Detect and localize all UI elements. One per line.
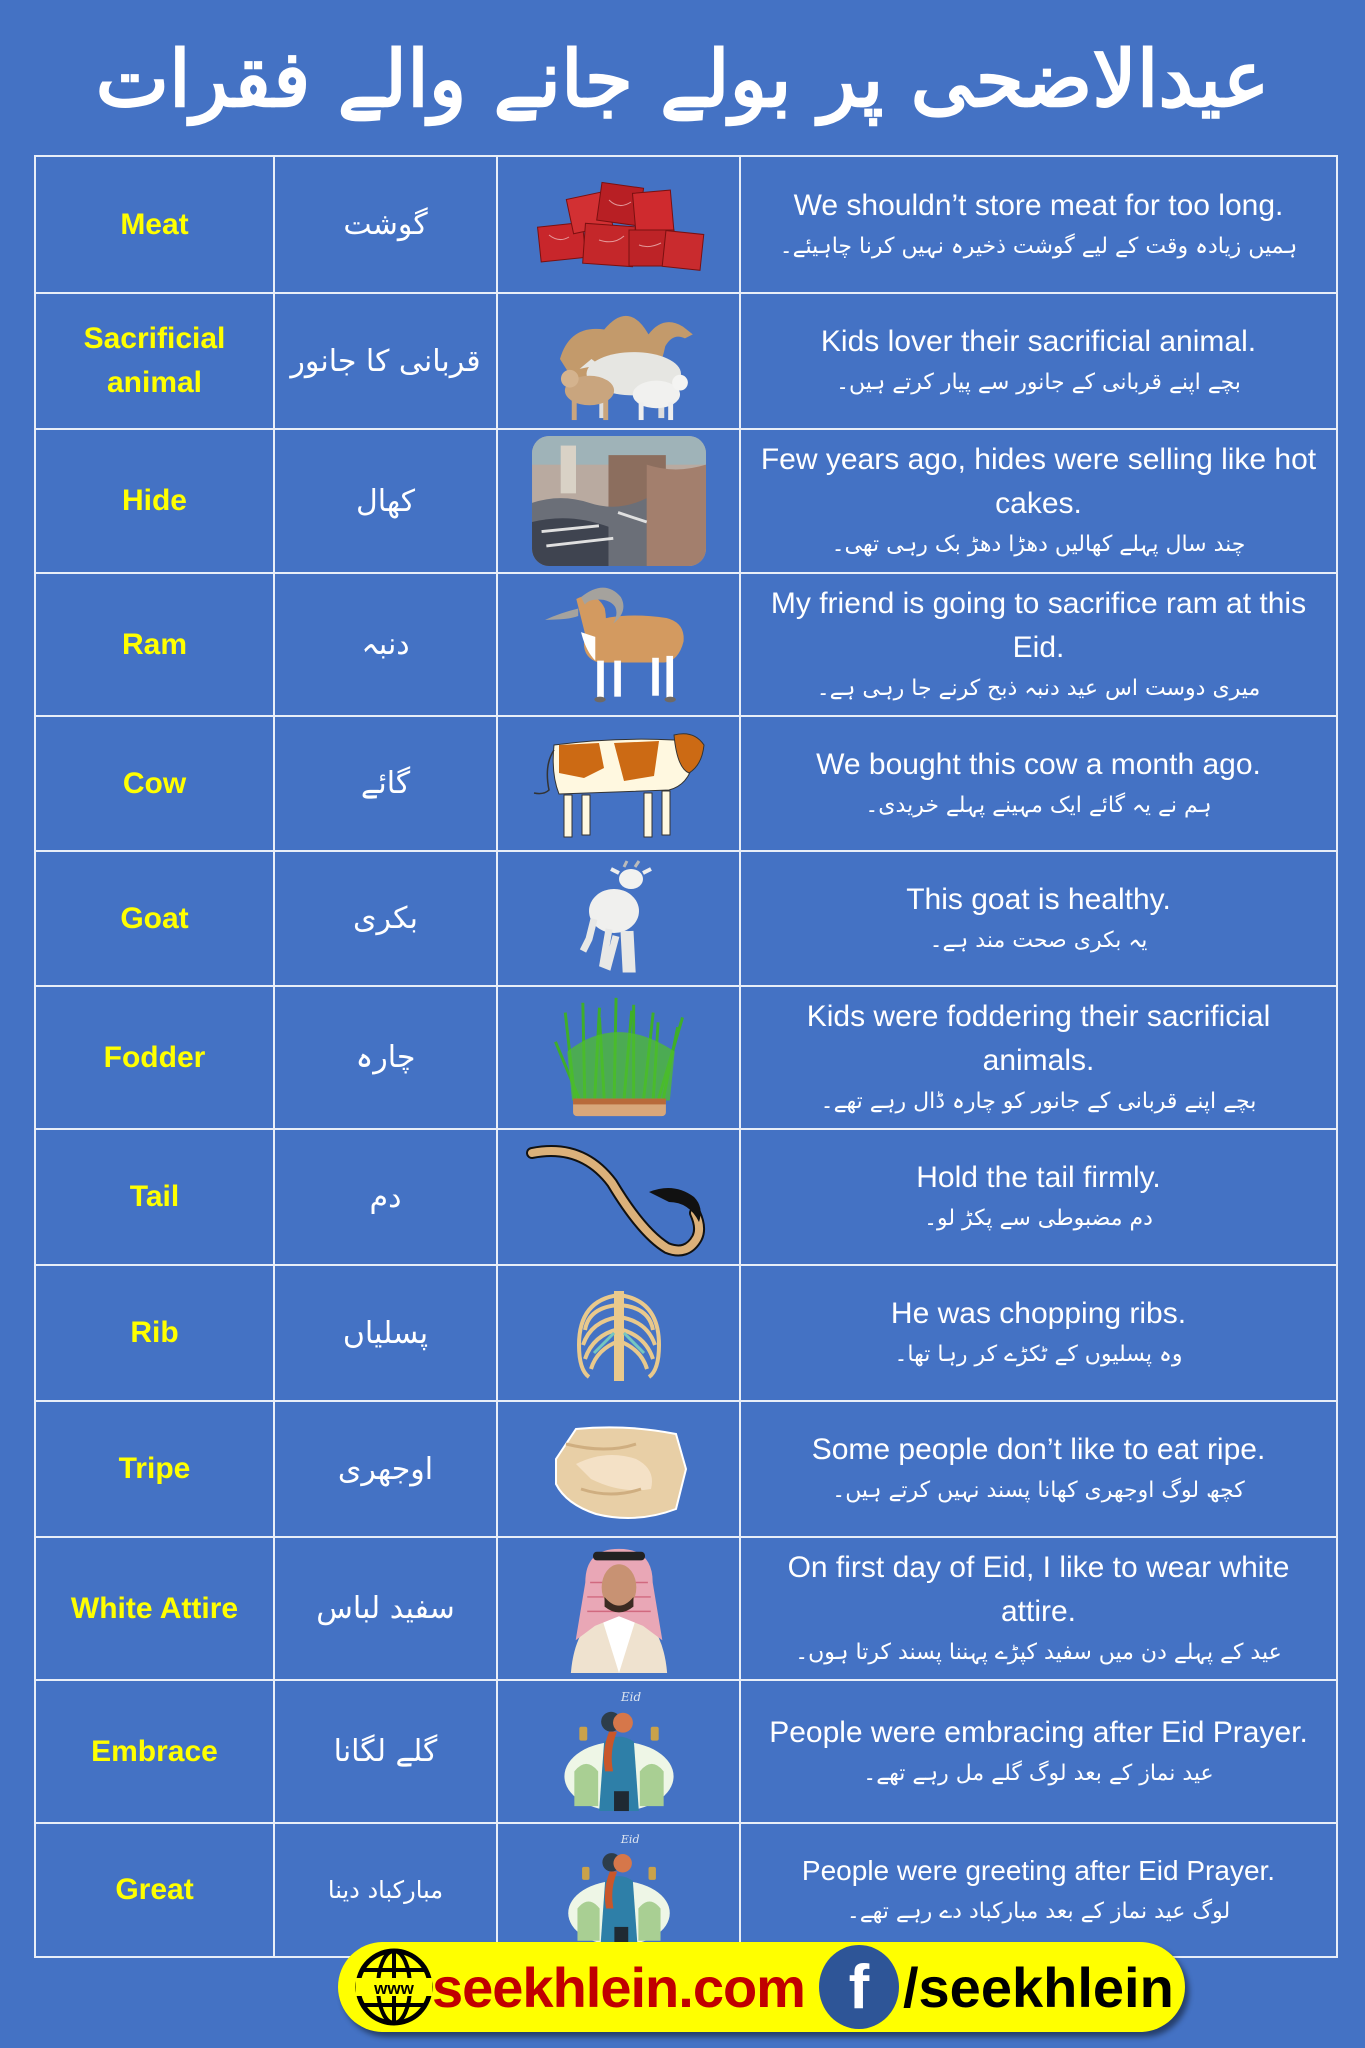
urdu-translation: عید کے پہلے دن میں سفید کپڑے پہننا پسند کرتا ہوں۔: [795, 1639, 1282, 1665]
example-sentence: My friend is going to sacrifice ram at this Eid.: [770, 586, 1307, 664]
embrace-illustration: [498, 1681, 741, 1822]
table-row: [36, 715, 1336, 850]
urdu-word: گوشت: [275, 157, 498, 292]
table-row: [36, 428, 1336, 572]
urdu-translation: یہ بکری صحت مند ہے۔: [929, 927, 1148, 953]
example-cell: [741, 852, 1336, 985]
example-cell: [741, 1130, 1336, 1264]
urdu-word: اوجھری: [275, 1402, 498, 1536]
man-in-white-attire-image: [498, 1538, 741, 1679]
urdu-translation: بچے اپنے قربانی کے جانور سے پیار کرتے ہیں۔: [836, 370, 1241, 395]
ram-image: [498, 574, 741, 715]
urdu-translation: میری دوست اس عید دنبہ ذبح کرنے جا رہی ہے۔: [816, 675, 1261, 701]
table-row: [36, 1679, 1336, 1822]
urdu-word: گائے: [275, 717, 498, 850]
facebook-icon[interactable]: f: [819, 1945, 899, 2029]
english-word: Hide: [36, 430, 275, 572]
urdu-translation: بچے اپنے قربانی کے جانور کو چارہ ڈال رہے تھے۔: [820, 1088, 1257, 1114]
urdu-word: سفید لباس: [275, 1538, 498, 1679]
example-sentence: Some people don’t like to eat ripe.: [811, 1433, 1266, 1466]
english-word: Tripe: [36, 1402, 275, 1536]
ribcage-image: [498, 1266, 741, 1400]
example-sentence: Kids lover their sacrificial animal.: [820, 325, 1257, 358]
urdu-word: دنبہ: [275, 574, 498, 715]
urdu-word: دم: [275, 1130, 498, 1264]
english-word: Ram: [36, 574, 275, 715]
website-link[interactable]: seekhlein.com: [432, 1955, 805, 2019]
example-sentence: People were greeting after Eid Prayer.: [801, 1855, 1276, 1886]
urdu-word: پسلیاں: [275, 1266, 498, 1400]
example-cell: [741, 1402, 1336, 1536]
hides-image: [498, 430, 741, 572]
urdu-translation: لوگ عید نماز کے بعد مبارکباد دے رہے تھے۔: [846, 1899, 1231, 1924]
english-word: Goat: [36, 852, 275, 985]
example-sentence: Kids were foddering their sacrificial animals.: [806, 999, 1271, 1077]
example-cell: [741, 1266, 1336, 1400]
goat-image: [498, 852, 741, 985]
table-row: [36, 572, 1336, 715]
example-sentence: People were embracing after Eid Prayer.: [769, 1715, 1308, 1749]
example-cell: [741, 574, 1336, 715]
example-sentence: Hold the tail firmly.: [916, 1161, 1161, 1194]
cow-image: [498, 717, 741, 850]
english-word: Rib: [36, 1266, 275, 1400]
example-cell: [741, 430, 1336, 572]
urdu-translation: کچھ لوگ اوجھری کھانا پسند نہیں کرتے ہیں۔: [832, 1478, 1245, 1503]
urdu-translation: ہمیں زیادہ وقت کے لیے گوشت ذخیرہ نہیں کرنا چاہیئے۔: [779, 233, 1298, 259]
vocabulary-table: [34, 155, 1338, 1958]
urdu-translation: چند سال پہلے کھالیں دھڑا دھڑ بک رہی تھی۔: [831, 532, 1246, 557]
example-cell: [741, 1824, 1336, 1956]
tripe-image: [498, 1402, 741, 1536]
table-row: [36, 850, 1336, 985]
example-sentence: We bought this cow a month ago.: [816, 747, 1261, 781]
fodder-image: [498, 987, 741, 1128]
facebook-handle-link[interactable]: /seekhlein: [902, 1955, 1174, 2019]
english-word: Meat: [36, 157, 275, 292]
table-row: [36, 1264, 1336, 1400]
english-word: Great: [36, 1824, 275, 1956]
urdu-word: بکری: [275, 852, 498, 985]
urdu-word: گلے لگانا: [275, 1681, 498, 1822]
svg-text:www: www: [374, 1979, 414, 1998]
table-row: [36, 1536, 1336, 1679]
urdu-translation: ہم نے یہ گائے ایک مہینے پہلے خریدی۔: [865, 792, 1212, 818]
table-row: [36, 157, 1336, 292]
english-word: White Attire: [36, 1538, 275, 1679]
meat-image: [498, 157, 741, 292]
example-cell: [741, 987, 1336, 1128]
table-row: [36, 292, 1336, 428]
table-row: [36, 985, 1336, 1128]
table-row: [36, 1128, 1336, 1264]
example-cell: [741, 294, 1336, 428]
english-word: Sacrificial animal: [36, 294, 275, 428]
footer-banner: [338, 1942, 1185, 2032]
example-cell: [741, 1681, 1336, 1822]
english-word: Fodder: [36, 987, 275, 1128]
urdu-translation: وہ پسلیوں کے ٹکڑے کر رہا تھا۔: [894, 1342, 1183, 1367]
example-sentence: We shouldn’t store meat for too long.: [793, 188, 1284, 222]
urdu-translation: عید نماز کے بعد لوگ گلے مل رہے تھے۔: [863, 1760, 1214, 1786]
example-cell: [741, 717, 1336, 850]
english-word: Cow: [36, 717, 275, 850]
svg-text:Eid: Eid: [620, 1832, 640, 1846]
table-row: [36, 1400, 1336, 1536]
urdu-word: قربانی کا جانور: [275, 294, 498, 428]
example-sentence: This goat is healthy.: [906, 882, 1171, 916]
tail-image: [498, 1130, 741, 1264]
english-word: Embrace: [36, 1681, 275, 1822]
page-title: عیدالاضحی پر بولے جانے والے فقرات: [95, 34, 1270, 125]
sacrificial-animals-image: [498, 294, 741, 428]
urdu-translation: دم مضبوطی سے پکڑ لو۔: [924, 1206, 1153, 1231]
table-row: [36, 1822, 1336, 1956]
greeting-illustration: [498, 1824, 741, 1956]
svg-text:Eid: Eid: [620, 1689, 641, 1704]
www-globe-icon: [352, 1945, 436, 2029]
example-cell: [741, 1538, 1336, 1679]
urdu-word: کھال: [275, 430, 498, 572]
urdu-word: چارہ: [275, 987, 498, 1128]
urdu-word: مبارکباد دینا: [275, 1824, 498, 1956]
example-sentence: Few years ago, hides were selling like hot cakes.: [760, 443, 1317, 520]
example-sentence: He was chopping ribs.: [890, 1297, 1187, 1330]
english-word: Tail: [36, 1130, 275, 1264]
example-cell: [741, 157, 1336, 292]
example-sentence: On first day of Eid, I like to wear white attire.: [787, 1550, 1290, 1628]
